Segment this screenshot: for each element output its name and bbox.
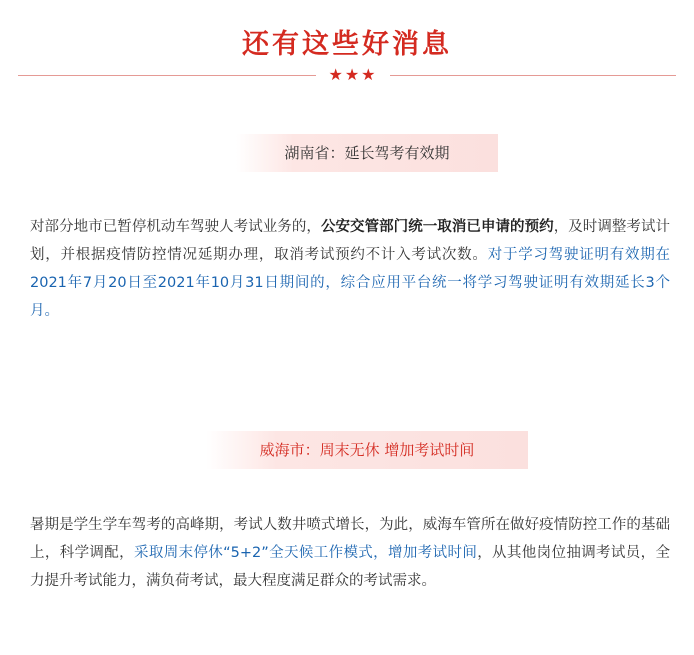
paragraph-hunan bbox=[30, 213, 670, 325]
page-title: 还有这些好消息 bbox=[242, 29, 452, 60]
paragraph-highlight-text: 对于学习驾驶证明有效期在2021年7月20日至2021年10月31日期间的，综合应用平台统一将学习驾驶证明有效期延长3个月。 bbox=[30, 247, 671, 319]
star-icons: ★★★ bbox=[328, 65, 378, 84]
paragraph-text: 暑期是学生学车驾考的高峰期，考试人数井喷式增长，为此，威海车管所在做好疫情防控工作的基础上，科学调配， bbox=[30, 517, 670, 561]
paragraph-text: ，及时调整考试计划，并根据疫情防控情况延期办理，取消考试预约不计入考试次数。 bbox=[30, 219, 671, 263]
section-tag-hunan: 湖南省：延长驾考有效期 bbox=[236, 134, 498, 172]
paragraph-highlight-text: 采取周末停休“5+2”全天候工作模式，增加考试时间 bbox=[134, 545, 478, 561]
divider-line-right bbox=[390, 75, 676, 76]
divider-line-left bbox=[18, 75, 316, 76]
paragraph-text: 对部分地市已暂停机动车驾驶人考试业务的， bbox=[30, 219, 321, 235]
paragraph-text: ，从其他岗位抽调考试员，全力提升考试能力，满负荷考试，最大程度满足群众的考试需求。 bbox=[30, 545, 670, 589]
section-tag-weihai: 威海市：周末无休 增加考试时间 bbox=[206, 431, 528, 469]
paragraph-weihai bbox=[30, 511, 670, 595]
paragraph-bold-text: 公安交管部门统一取消已申请的预约 bbox=[320, 219, 554, 235]
